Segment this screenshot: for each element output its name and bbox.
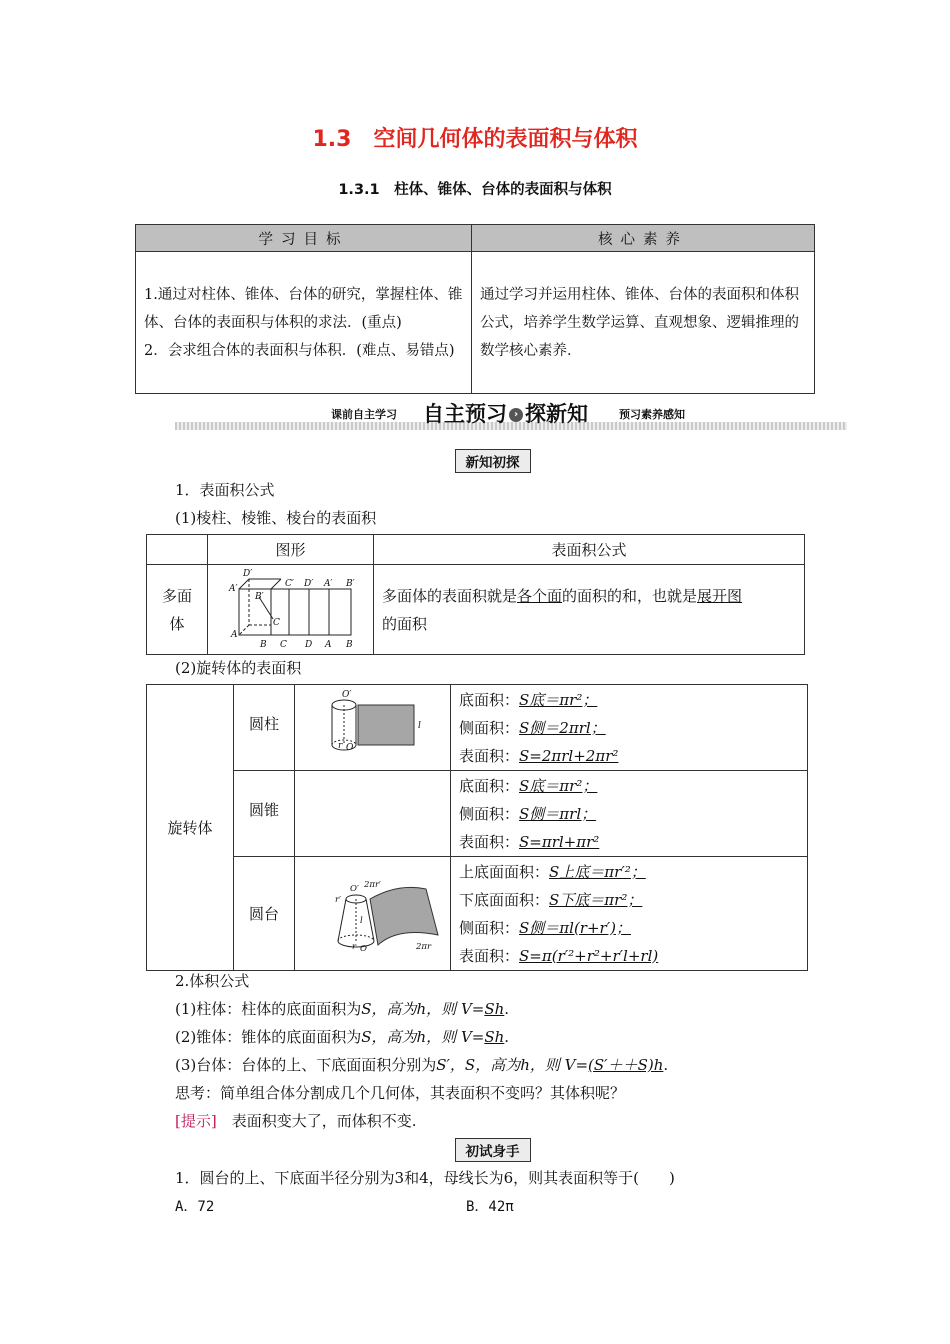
cone-f1-label: 底面积： [459,776,520,795]
cyl-f2: S侧＝2πrl； [519,718,606,737]
try-yourself-label [440,1138,545,1162]
polyhedron-subheading: (1)棱柱、棱锥、棱台的表面积 [175,509,377,527]
volume-heading: 2.体积公式 [175,972,250,990]
frustum-label-r-top: r′ [334,894,341,905]
banner-title-part2: 探新知 [525,402,588,426]
t1-formula-text-3: 的面积 [382,614,428,633]
vol1-answer: Sh [484,1000,505,1018]
vol3-mid: S′，S，高为h，则 V= [436,1056,589,1074]
vol1-pre: (1)柱体：柱体的底面面积为 [175,1000,362,1018]
frustum-f1: S上底＝πr′²； [549,862,646,881]
cyl-label-l: l [417,720,421,731]
revolution-table [146,684,808,971]
prism-unfold-figure [211,567,371,653]
section-banner [175,398,847,432]
frustum-f2: S下底＝πr²； [549,890,643,909]
vol2-mid: S，高为h，则 V= [361,1028,485,1046]
volume-line-prism [175,998,509,1019]
t1-formula-text-1: 多面体的表面积就是 [382,586,518,605]
banner-title [423,398,588,428]
t2-cone-figure-cell [295,771,451,857]
frustum-label-arc-top: 2πr′ [363,879,381,890]
volume-line-frustum [175,1054,668,1075]
frustum-f4: S=π(r′²+r²+r′l+rl) [519,946,659,965]
cyl-f2-label: 侧面积： [459,718,520,737]
t2-frustum-formulas [451,857,808,971]
option-a: A．72 [175,1199,215,1215]
t1-formula-text-2: 的面积的和，也就是 [562,586,698,605]
frustum-label-r-bottom: r [351,941,356,952]
t1-row-label: 多面体 [147,565,208,655]
goals-header-learning: 学习目标 [136,225,472,252]
banner-title-part1: 自主预习 [423,402,507,426]
revolution-subheading: (2)旋转体的表面积 [175,659,302,677]
frustum-f2-label: 下底面面积： [459,890,550,909]
hint-line [175,1110,417,1131]
cone-f3: S=πrl+πr² [519,832,600,851]
t2-row-frustum: 圆台 [234,857,295,971]
cyl-f1-label: 底面积： [459,690,520,709]
polyhedron-table [146,534,805,655]
t2-frustum-figure-cell [295,857,451,971]
try-yourself-text: 初试身手 [455,1138,531,1162]
prism-label-bottom-6: B [345,639,353,650]
cone-f2-label: 侧面积： [459,804,520,823]
prism-label-bottom-1: A [230,629,237,640]
volume-line-pyramid [175,1026,509,1047]
prism-label-top-2: A′ [228,583,238,594]
vol3-pre: (3)台体：台体的上、下底面面积分别为 [175,1056,437,1074]
cone-f3-label: 表面积： [459,832,520,851]
banner-right-label: 预习素养感知 [619,408,685,421]
vol1-post: . [504,1000,510,1018]
t1-header-figure: 图形 [208,535,374,565]
prism-label-top-6: B′ [345,578,355,589]
prism-label-top-1: D′ [242,568,252,579]
prism-label-bottom-3: C [279,639,287,650]
prism-label-bottom-4: D [304,639,312,650]
prism-label-inner-1: B′ [254,591,264,602]
frustum-f4-label: 表面积： [459,946,520,965]
t2-cone-formulas [451,771,808,857]
goals-header-literacy: 核心素养 [472,225,815,252]
t2-cylinder-formulas [451,685,808,771]
prism-label-top-3: C′ [284,578,294,589]
frustum-label-l: l [359,915,363,926]
t2-group-label: 旋转体 [147,685,234,971]
section-subtitle: 1.3.1 柱体、锥体、台体的表面积与体积 [338,182,612,198]
goals-table [135,224,815,394]
cyl-f3-label: 表面积： [459,746,520,765]
t2-cylinder-figure-cell [295,685,451,771]
hint-tag: [提示] [175,1112,217,1130]
goals-right-text: 通过学习并运用柱体、锥体、台体的表面积和体积公式，培养学生数学运算、直观想象、逻辑推理的数学核心素养． [472,252,815,394]
t2-row-cone: 圆锥 [234,771,295,857]
page-title: 1.3 空间几何体的表面积与体积 [312,127,638,152]
t1-formula-answer-2: 展开图 [697,586,743,605]
goals-left-text: 1.通过对柱体、锥体、台体的研究，掌握柱体、锥体、台体的表面积与体积的求法．(重点) 2．会求组合体的表面积与体积．(难点、易错点) [136,252,472,394]
vol2-answer: Sh [484,1028,505,1046]
new-knowledge-label [440,449,545,473]
cyl-label-bottom: O [345,742,353,753]
prism-label-top-5: A′ [323,578,333,589]
prism-label-bottom-2: B [259,639,267,650]
prism-label-top-4: D′ [303,578,313,589]
cylinder-figure [298,688,448,768]
frustum-f3-label: 侧面积： [459,918,520,937]
prism-label-bottom-5: A [324,639,331,650]
arrow-icon: › [509,408,523,422]
question-1: 1．圆台的上、下底面半径分别为3和4，母线长为6，则其表面积等于( ) [175,1169,675,1187]
vol2-pre: (2)锥体：锥体的底面面积为 [175,1028,362,1046]
prism-label-inner-2: C [272,617,280,628]
think-question: 思考：简单组合体分割成几个几何体，其表面积不变吗？其体积呢？ [175,1084,626,1102]
cyl-label-top: O′ [341,689,351,700]
t1-formula-cell [374,565,805,655]
vol2-post: . [504,1028,510,1046]
frustum-label-o-bottom: O [359,943,367,954]
cyl-f1: S底＝πr²； [519,690,598,709]
new-knowledge-text: 新知初探 [455,449,531,473]
cyl-label-r: r [337,740,342,751]
banner-left-label: 课前自主学习 [331,408,397,421]
option-b: B．42π [466,1199,514,1215]
vol3-answer: (S′＋＋S)h [588,1056,664,1074]
frustum-f1-label: 上底面面积： [459,862,550,881]
t1-header-formula: 表面积公式 [374,535,805,565]
frustum-figure [298,869,448,959]
frustum-f3: S侧＝πl(r+r′)； [519,918,631,937]
t1-figure-cell [208,565,374,655]
t1-formula-answer-1: 各个面 [517,586,563,605]
frustum-label-arc-bottom: 2πr [415,941,431,952]
t2-row-cylinder: 圆柱 [234,685,295,771]
cyl-f3: S=2πrl+2πr² [519,746,619,765]
cone-f1: S底＝πr²； [519,776,598,795]
vol3-post: . [663,1056,669,1074]
surface-heading: 1．表面积公式 [175,481,275,499]
vol1-mid: S，高为h，则 V= [361,1000,485,1018]
t1-corner [147,535,208,565]
cone-f2: S侧＝πrl； [519,804,597,823]
hint-text: 表面积变大了，而体积不变. [231,1112,417,1130]
frustum-label-o-top: O′ [349,883,359,894]
